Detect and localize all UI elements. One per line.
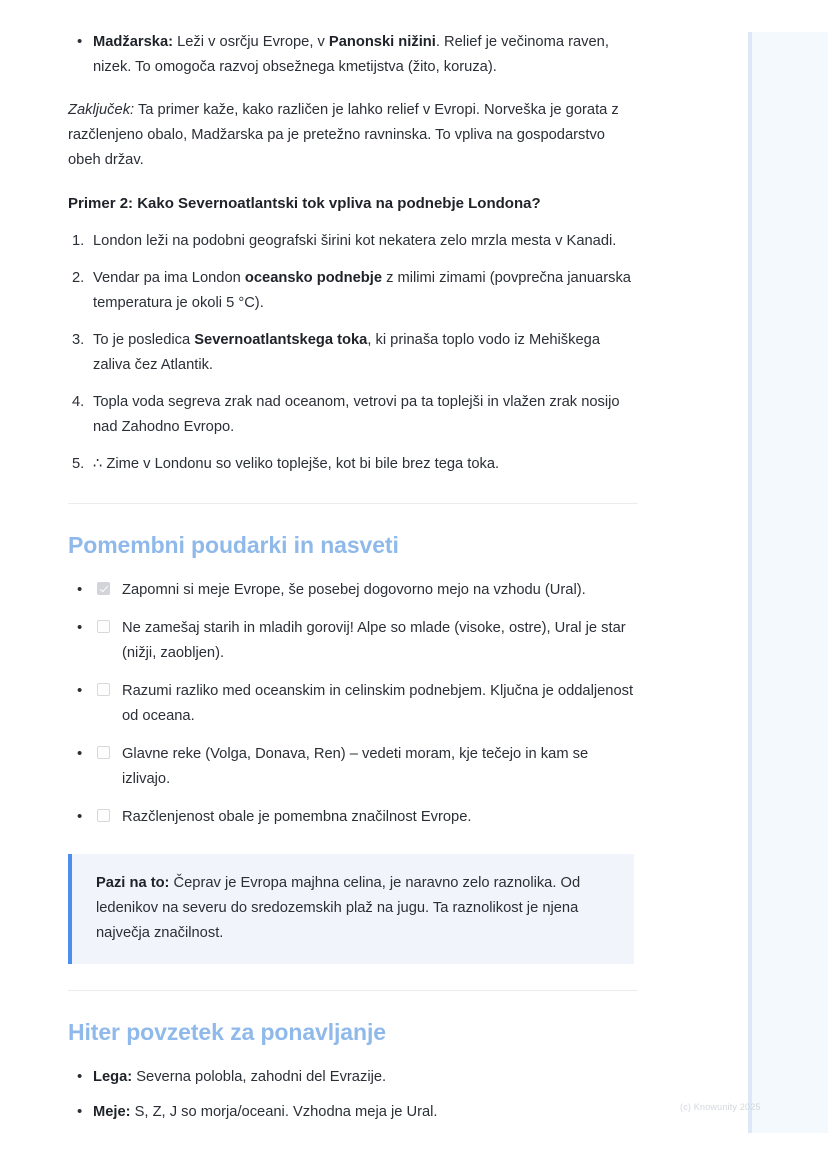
bullet-text-part1: Leži v osrčju Evrope, v — [173, 34, 329, 50]
summary-section-title: Hiter povzetek za ponavljanje — [68, 1019, 386, 1045]
list-item — [68, 390, 638, 440]
warning-callout — [68, 854, 634, 964]
checkbox-checked-icon[interactable] — [97, 582, 110, 595]
checklist-item-label: Zapomni si meje Evrope, še posebej dogovorno mejo na vzhodu (Ural). — [122, 582, 586, 598]
relief-bullet-list — [68, 30, 638, 80]
section-divider — [68, 990, 638, 991]
list-item — [68, 328, 638, 378]
step-text-part1: Topla voda segreva zrak nad oceanom, vetrovi pa ta toplejši in vlažen zrak nosijo nad Zahodno Evropo. — [93, 394, 620, 435]
checkbox-icon[interactable] — [97, 809, 110, 822]
example-heading: Primer 2: Kako Severnoatlantski tok vpliva na podnebje Londona? — [68, 195, 541, 212]
summary-lead-label: Lega: — [93, 1069, 133, 1085]
example-steps-list — [68, 229, 638, 477]
page-edge-band — [748, 32, 828, 1133]
list-item — [68, 578, 638, 603]
watermark: (c) Knowunity 2025 — [680, 1102, 761, 1112]
conclusion-paragraph — [68, 98, 638, 173]
list-item — [68, 266, 638, 316]
conclusion-label: Zaključek: — [68, 102, 135, 118]
callout-paragraph — [96, 871, 612, 946]
page-edge-line — [748, 32, 752, 1133]
list-item — [68, 742, 638, 792]
list-item — [68, 679, 638, 729]
checkbox-icon[interactable] — [97, 620, 110, 633]
step-text-part1: Vendar pa ima London — [93, 270, 245, 286]
summary-lead-label: Meje: — [93, 1104, 131, 1120]
section-divider — [68, 503, 638, 504]
list-item — [68, 1100, 638, 1125]
step-text-part1: ∴ Zime v Londonu so veliko toplejše, kot bi bile brez tega toka. — [93, 456, 500, 472]
list-item — [68, 30, 638, 80]
tips-checklist — [68, 578, 638, 830]
list-item — [68, 452, 638, 477]
step-text-part1: To je posledica — [93, 332, 195, 348]
conclusion-text: Ta primer kaže, kako različen je lahko relief v Evropi. Norveška je gorata z razčlenjeno obalo, Madžarska pa je pretežno ravninska. To vpliva na gospodarstvo obeh držav. — [68, 102, 619, 168]
checklist-item-label: Razčlenjenost obale je pomembna značilnost Evrope. — [122, 809, 472, 825]
tips-section-title: Pomembni poudarki in nasveti — [68, 532, 399, 558]
checkbox-icon[interactable] — [97, 683, 110, 696]
checklist-item-label: Razumi razliko med oceanskim in celinskim podnebjem. Ključna je oddaljenost od oceana. — [122, 683, 634, 724]
callout-text: Čeprav je Evropa majhna celina, je naravno zelo raznolika. Od ledenikov na severu do sredozemskih plaž na jugu. Ta raznolikost je njena največja značilnost. — [96, 875, 581, 941]
summary-bullet-list — [68, 1065, 638, 1125]
bullet-lead-label: Madžarska: — [93, 34, 173, 50]
bullet-text-part2: . Relief je večinoma raven, nizek. To omogoča razvoj obsežnega kmetijstva (žito, koruza). — [93, 34, 609, 75]
summary-text: Severna polobla, zahodni del Evrazije. — [132, 1069, 387, 1085]
document-content — [68, 30, 638, 1135]
step-text-part2: z milimi zimami (povprečna januarska temperatura je okoli 5 °C). — [93, 270, 631, 311]
callout-label: Pazi na to: — [96, 875, 170, 891]
list-item — [68, 805, 638, 830]
list-item — [68, 1065, 638, 1090]
step-bold-term: Severnoatlantskega toka — [194, 332, 368, 348]
step-text-part1: London leži na podobni geografski širini kot nekatera zelo mrzla mesta v Kanadi. — [93, 233, 617, 249]
step-text-part2: , ki prinaša toplo vodo iz Mehiškega zaliva čez Atlantik. — [93, 332, 600, 373]
bullet-bold-term: Panonski nižini — [328, 34, 436, 50]
list-item — [68, 229, 638, 254]
checklist-item-label: Ne zamešaj starih in mladih gorovij! Alpe so mlade (visoke, ostre), Ural je star (nižji, zaobljen). — [122, 620, 626, 661]
checklist-item-label: Glavne reke (Volga, Donava, Ren) – vedeti moram, kje tečejo in kam se izlivajo. — [122, 746, 589, 787]
list-item — [68, 616, 638, 666]
step-bold-term: oceansko podnebje — [244, 270, 383, 286]
summary-text: S, Z, J so morja/oceani. Vzhodna meja je Ural. — [130, 1104, 438, 1120]
checkbox-icon[interactable] — [97, 746, 110, 759]
